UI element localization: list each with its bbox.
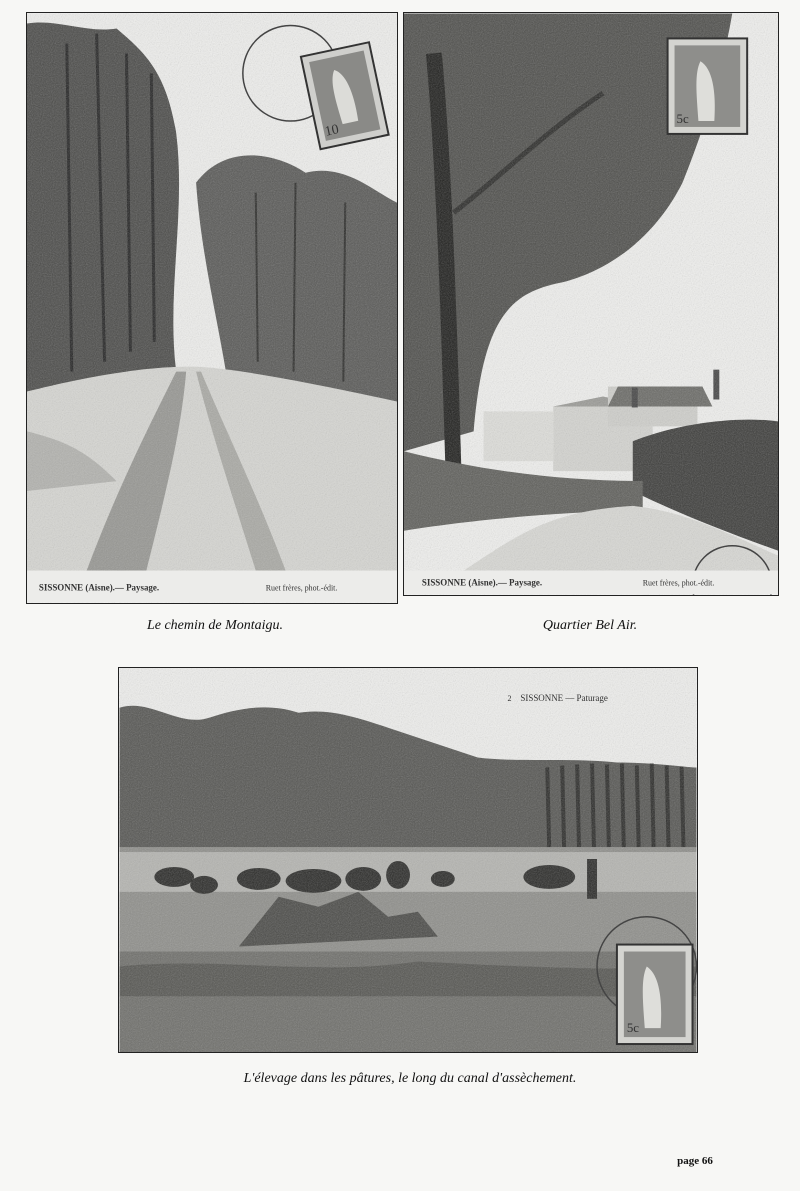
- caption-elevage: L'élevage dans les pâtures, le long du canal d'assèchement.: [243, 1071, 577, 1086]
- stamp-value: 5c: [626, 1020, 640, 1036]
- postcard-printed-title: SISSONNE (Aisne).— Paysage.: [421, 577, 543, 588]
- caption-quartier-bel-air: Quartier Bel Air.: [542, 618, 638, 633]
- postcard-photo-road: [27, 13, 397, 603]
- stamp-value: 5c: [676, 110, 689, 126]
- postcard-elevage-paturage: [118, 667, 698, 1053]
- postcard-photo-pasture: [119, 668, 697, 1052]
- caption-chemin-de-montaigu: Le chemin de Montaigu.: [146, 618, 284, 633]
- stamp-value: 10: [323, 122, 341, 140]
- postcard-chemin-de-montaigu: [26, 12, 398, 604]
- postage-stamp: [617, 945, 693, 1044]
- postcard-printed-title: SISSONNE — Paturage: [520, 692, 608, 703]
- postcard-quartier-bel-air: [403, 12, 779, 596]
- postcard-printed-title: SISSONNE (Aisne).— Paysage.: [38, 582, 160, 593]
- postcard-publisher: Ruet frères, phot.-édit.: [642, 578, 715, 588]
- postage-stamp: [668, 38, 748, 133]
- postcard-photo-house: [404, 13, 778, 595]
- postcard-number: 2: [507, 693, 512, 703]
- postcard-publisher: Ruet frères, phot.-édit.: [265, 583, 338, 593]
- page-number: page 66: [677, 1155, 713, 1167]
